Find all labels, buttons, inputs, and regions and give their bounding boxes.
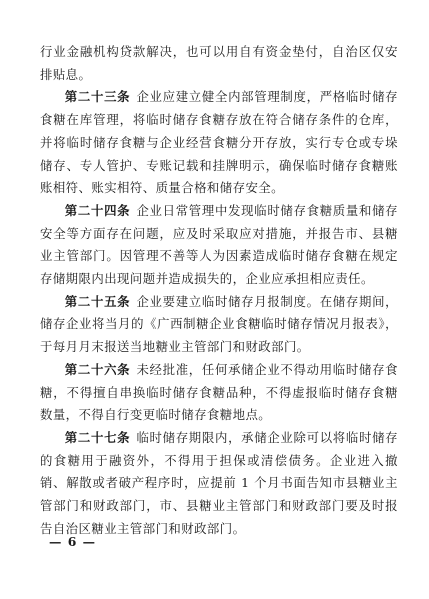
article-25 [40,291,398,359]
article-text: 临时储存期限内，承储企业除可以将临时储存的食糖用于融资外，不得用于担保或清偿债务。企业进入撤销、解散或者破产程序时，应提前 1 个月书面告知市县糖业主管部门和财政部门，市、县糖业主管部门和财政部门要及时报告自治区糖业主管部门和财政部门。 [40,429,398,536]
article-text: 企业要建立临时储存月报制度。在储存期间，储存企业将当月的《广西制糖企业食糖临时储存情况月报表》，于每月月末报送当地糖业主管部门和财政部门。 [40,293,398,355]
article-heading: 第二十三条 [64,89,131,105]
article-26 [40,359,398,427]
article-23 [40,86,398,200]
article-heading: 第二十四条 [64,202,131,218]
page-number: — 6 — [49,534,97,549]
body-text [40,41,398,540]
article-24 [40,200,398,291]
article-text: 未经批准，任何承储企业不得动用临时储存食糖，不得擅自串换临时储存食糖品种，不得虚报临时储存食糖数量，不得自行变更临时储存食糖地点。 [40,361,398,423]
article-27 [40,427,398,541]
article-text: 企业日常管理中发现临时储存食糖质量和储存安全等方面存在问题，应及时采取应对措施，并报告市、县糖业主管部门。因管理不善等人为因素造成临时储存食糖在规定存储期限内出现问题并造成损失的，企业应承担相应责任。 [40,202,398,287]
article-text: 企业应建立健全内部管理制度，严格临时储存食糖在库管理，将临时储存食糖存放在符合储存条件的仓库，并将临时储存食糖与企业经营食糖分开存放，实行专仓或专垛储存、专人管护、专账记载和挂牌明示，确保临时储存食糖账账相符、账实相符、质量合格和储存安全。 [40,89,398,196]
continued-paragraph [40,41,398,86]
continued-text: 行业金融机构贷款解决，也可以用自有资金垫付，自治区仅安排贴息。 [40,44,398,82]
article-heading: 第二十五条 [64,293,131,309]
article-heading: 第二十六条 [64,361,131,377]
article-heading: 第二十七条 [64,429,131,445]
